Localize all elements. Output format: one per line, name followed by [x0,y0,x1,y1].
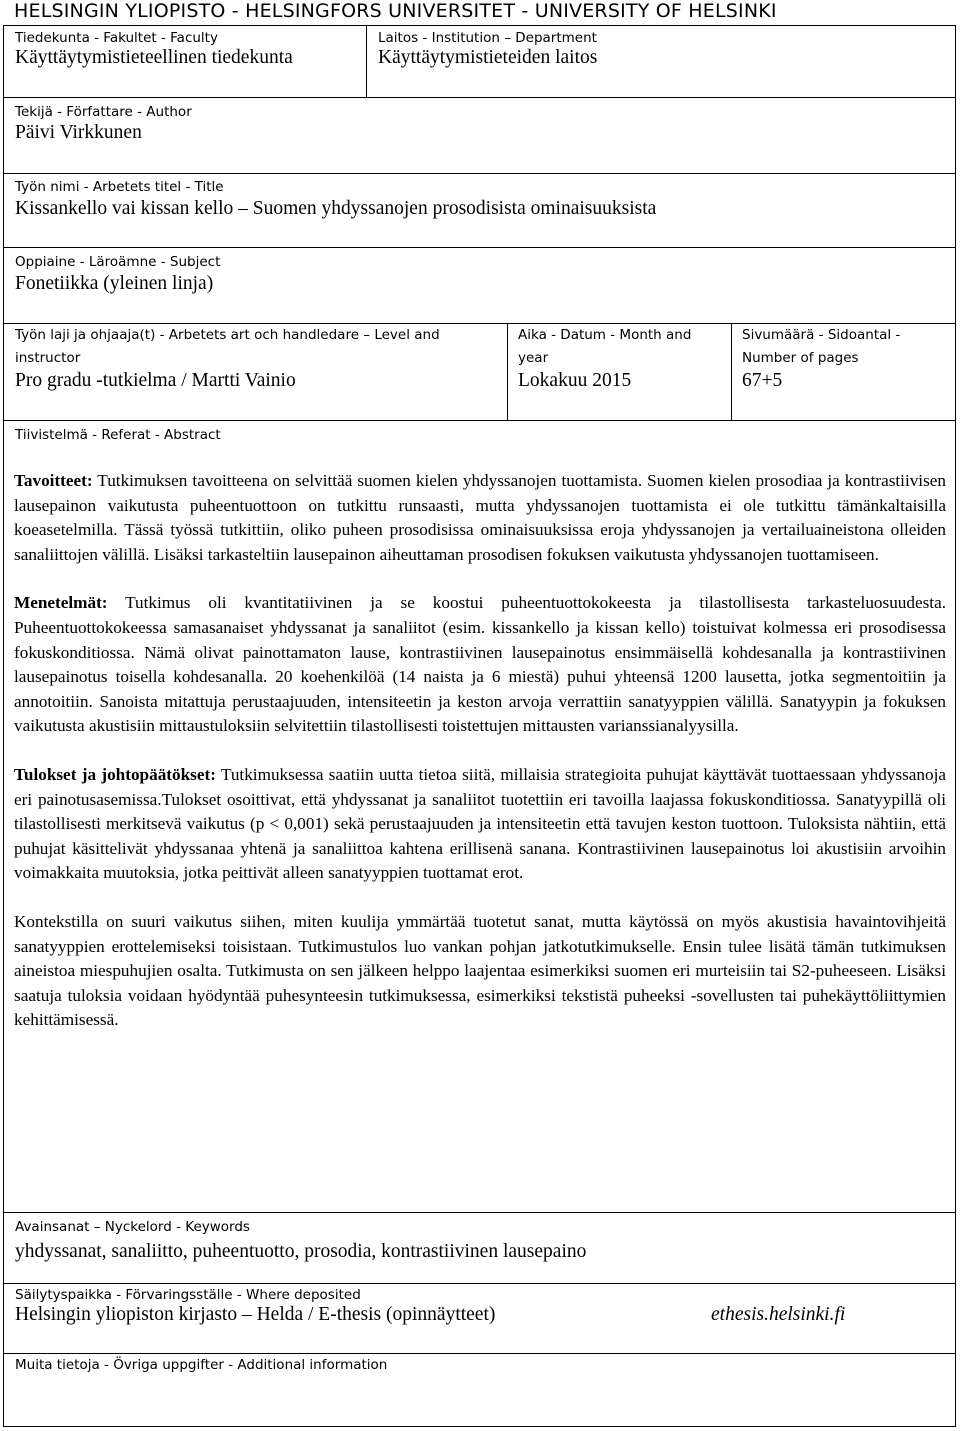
deposited-value: Helsingin yliopiston kirjasto – Helda / E-thesis (opinnäytteet) [15,1304,496,1325]
deposited-row [4,1284,955,1354]
context-text: Kontekstilla on suuri vaikutus siihen, miten kuulija ymmärtää tuotetut sanat, mutta käytössä on myös akustisia havaintovihjeitä sanatyyppien erottelemiseksi toisistaan. Tutkimustulos luo vankan pohjan jatkotutkimukselle. Ensin tulee lisätä tämän tutkimuksen aineistoa miespuhujien osalta. Tutkimusta on sen jälkeen helppo laajentaa esimerkiksi suomen eri murteisiin tai S2-puheeseen. Lisäksi saatuja tuloksia voidaan hyödyntää puhesynteesin tutkimuksessa, esimerkiksi tekstistä puheeksi -sovellusten tai puhekäyttöliittymien kehittämisessä. [14,911,946,1030]
level-label-line1: Työn laji ja ohjaaja(t) - Arbetets art och handledare – Level and [15,327,440,343]
row-divider [731,324,732,421]
keywords-row [4,1213,955,1284]
level-row [4,324,955,421]
additional-label: Muita tietoja - Övriga uppgifter - Additional information [15,1357,388,1373]
methods-heading: Menetelmät: [14,593,108,613]
level-label-line2: instructor [15,350,81,366]
keywords-label: Avainsanat – Nyckelord - Keywords [15,1219,250,1235]
row-divider [507,324,508,421]
subject-row [4,248,955,324]
subject-value: Fonetiikka (yleinen linja) [15,273,214,294]
faculty-label: Tiedekunta - Fakultet - Faculty [15,30,218,46]
abstract-paragraph [14,910,946,1033]
faculty-value: Käyttäytymistieteellinen tiedekunta [15,47,293,68]
date-label-line2: year [518,350,549,366]
title-row [4,174,955,248]
abstract-form [3,25,956,1427]
abstract-paragraph [14,591,946,739]
abstract-paragraph [14,469,946,567]
keywords-value: yhdyssanat, sanaliitto, puheentuotto, prosodia, kontrastiivinen lausepaino [15,1241,587,1262]
date-value: Lokakuu 2015 [518,370,632,391]
department-value: Käyttäytymistieteiden laitos [378,47,598,68]
objectives-heading: Tavoitteet: [14,471,93,490]
abstract-paragraph [14,763,946,886]
author-label: Tekijä - Författare - Author [15,104,192,120]
ethesis-link[interactable]: ethesis.helsinki.fi [711,1304,846,1325]
objectives-text: Tutkimuksen tavoitteena on selvittää suomen kielen yhdyssanojen tuottamista. Suomen kielen prosodiaa ja kontrastiivisen lausepainon vaikutusta puheentuottoon on tutkittu runsaasti, mutta yhdyssanojen tuottamista ei ole tutkittu tämänkaltaisilla koeasetelmilla. Tässä työssä tutkittiin, oliko puheen prosodisissa ominaisuuksissa eroja yhdyssanojen ja vertailuaineistona olleiden sanaliittojen välillä. Lisäksi tarkasteltiin lausepainon aiheuttaman prosodisen fokuksen vaikutusta yhdyssanojen tuottamiseen. [14,471,946,564]
results-heading: Tulokset ja johtopäätökset: [14,764,216,784]
additional-row [4,1354,955,1426]
level-value: Pro gradu -tutkielma / Martti Vainio [15,370,296,391]
abstract-row [4,421,955,1213]
row-divider [366,26,367,98]
author-value: Päivi Virkkunen [15,122,142,143]
pages-label-line2: Number of pages [742,350,859,366]
pages-value: 67+5 [742,370,783,391]
university-header: HELSINGIN YLIOPISTO - HELSINGFORS UNIVERSITET - UNIVERSITY OF HELSINKI [14,0,777,22]
subject-label: Oppiaine - Läroämne - Subject [15,254,221,270]
deposited-label: Säilytyspaikka - Förvaringsställe - Where deposited [15,1287,361,1303]
department-label: Laitos - Institution – Department [378,30,597,46]
abstract-label: Tiivistelmä - Referat - Abstract [15,427,221,443]
methods-text: Tutkimus oli kvantitatiivinen ja se koostui puheentuottokokeesta ja tilastollisesta tarkasteluosuudesta. Puheentuottokokeessa samasanaiset yhdyssanat ja sanaliitot (esim. kissankello ja kissan kello) toistuivat kolmessa eri prosodisessa fokuskonditiossa. Nämä olivat painottamaton lause, kontrastiivinen lausepainotus ensimmäisellä kohdesanalla ja kontrastiivinen lausepainotus toisella kohdesanalla. 20 koehenkilöä (14 naista ja 6 miestä) puhui yhteensä 1200 lausetta, jotka segmentoitiin ja annotoitiin. Sanoista mitattuja perustaajuuden, intensiteetin ja keston arvoja verrattiin sanatyyppien välillä. Sanatyypin ja fokuksen vaikutusta akustisiin mittaustuloksiin selvitettiin tilastollisesti toistettujen mittausten varianssianalyysilla. [14,593,946,736]
faculty-row [4,26,955,98]
title-label: Työn nimi - Arbetets titel - Title [15,179,224,195]
abstract-body [14,469,946,1033]
pages-label-line1: Sivumäärä - Sidoantal - [742,327,901,343]
results-text: Tutkimuksessa saatiin uutta tietoa siitä, millaisia strategioita puhujat käyttävät tuottaessaan yhdyssanoja eri painotusasemissa.Tulokset osoittivat, että yhdyssanat ja sanaliitot tuotettiin eri tavoilla laajassa fokuskonditiossa. Sanatyypillä oli tilastollisesti merkitsevä vaikutus (p < 0,001) sekä perustaajuuden ja intensiteetin että tavujen keston tuottoon. Tuloksista nähtiin, että puhujat käsittelivät yhdyssanaa yhtenä ja sanaliittoa kahtena erillisenä sanana. Kontrastiivinen lausepainotus loi akustisiin arvoihin voimakkaita muutoksia, jotka peittivät alleen sanatyyppien tuottamat erot. [14,764,946,883]
author-row [4,98,955,174]
title-value: Kissankello vai kissan kello – Suomen yhdyssanojen prosodisista ominaisuuksista [15,198,657,219]
date-label-line1: Aika - Datum - Month and [518,327,692,343]
